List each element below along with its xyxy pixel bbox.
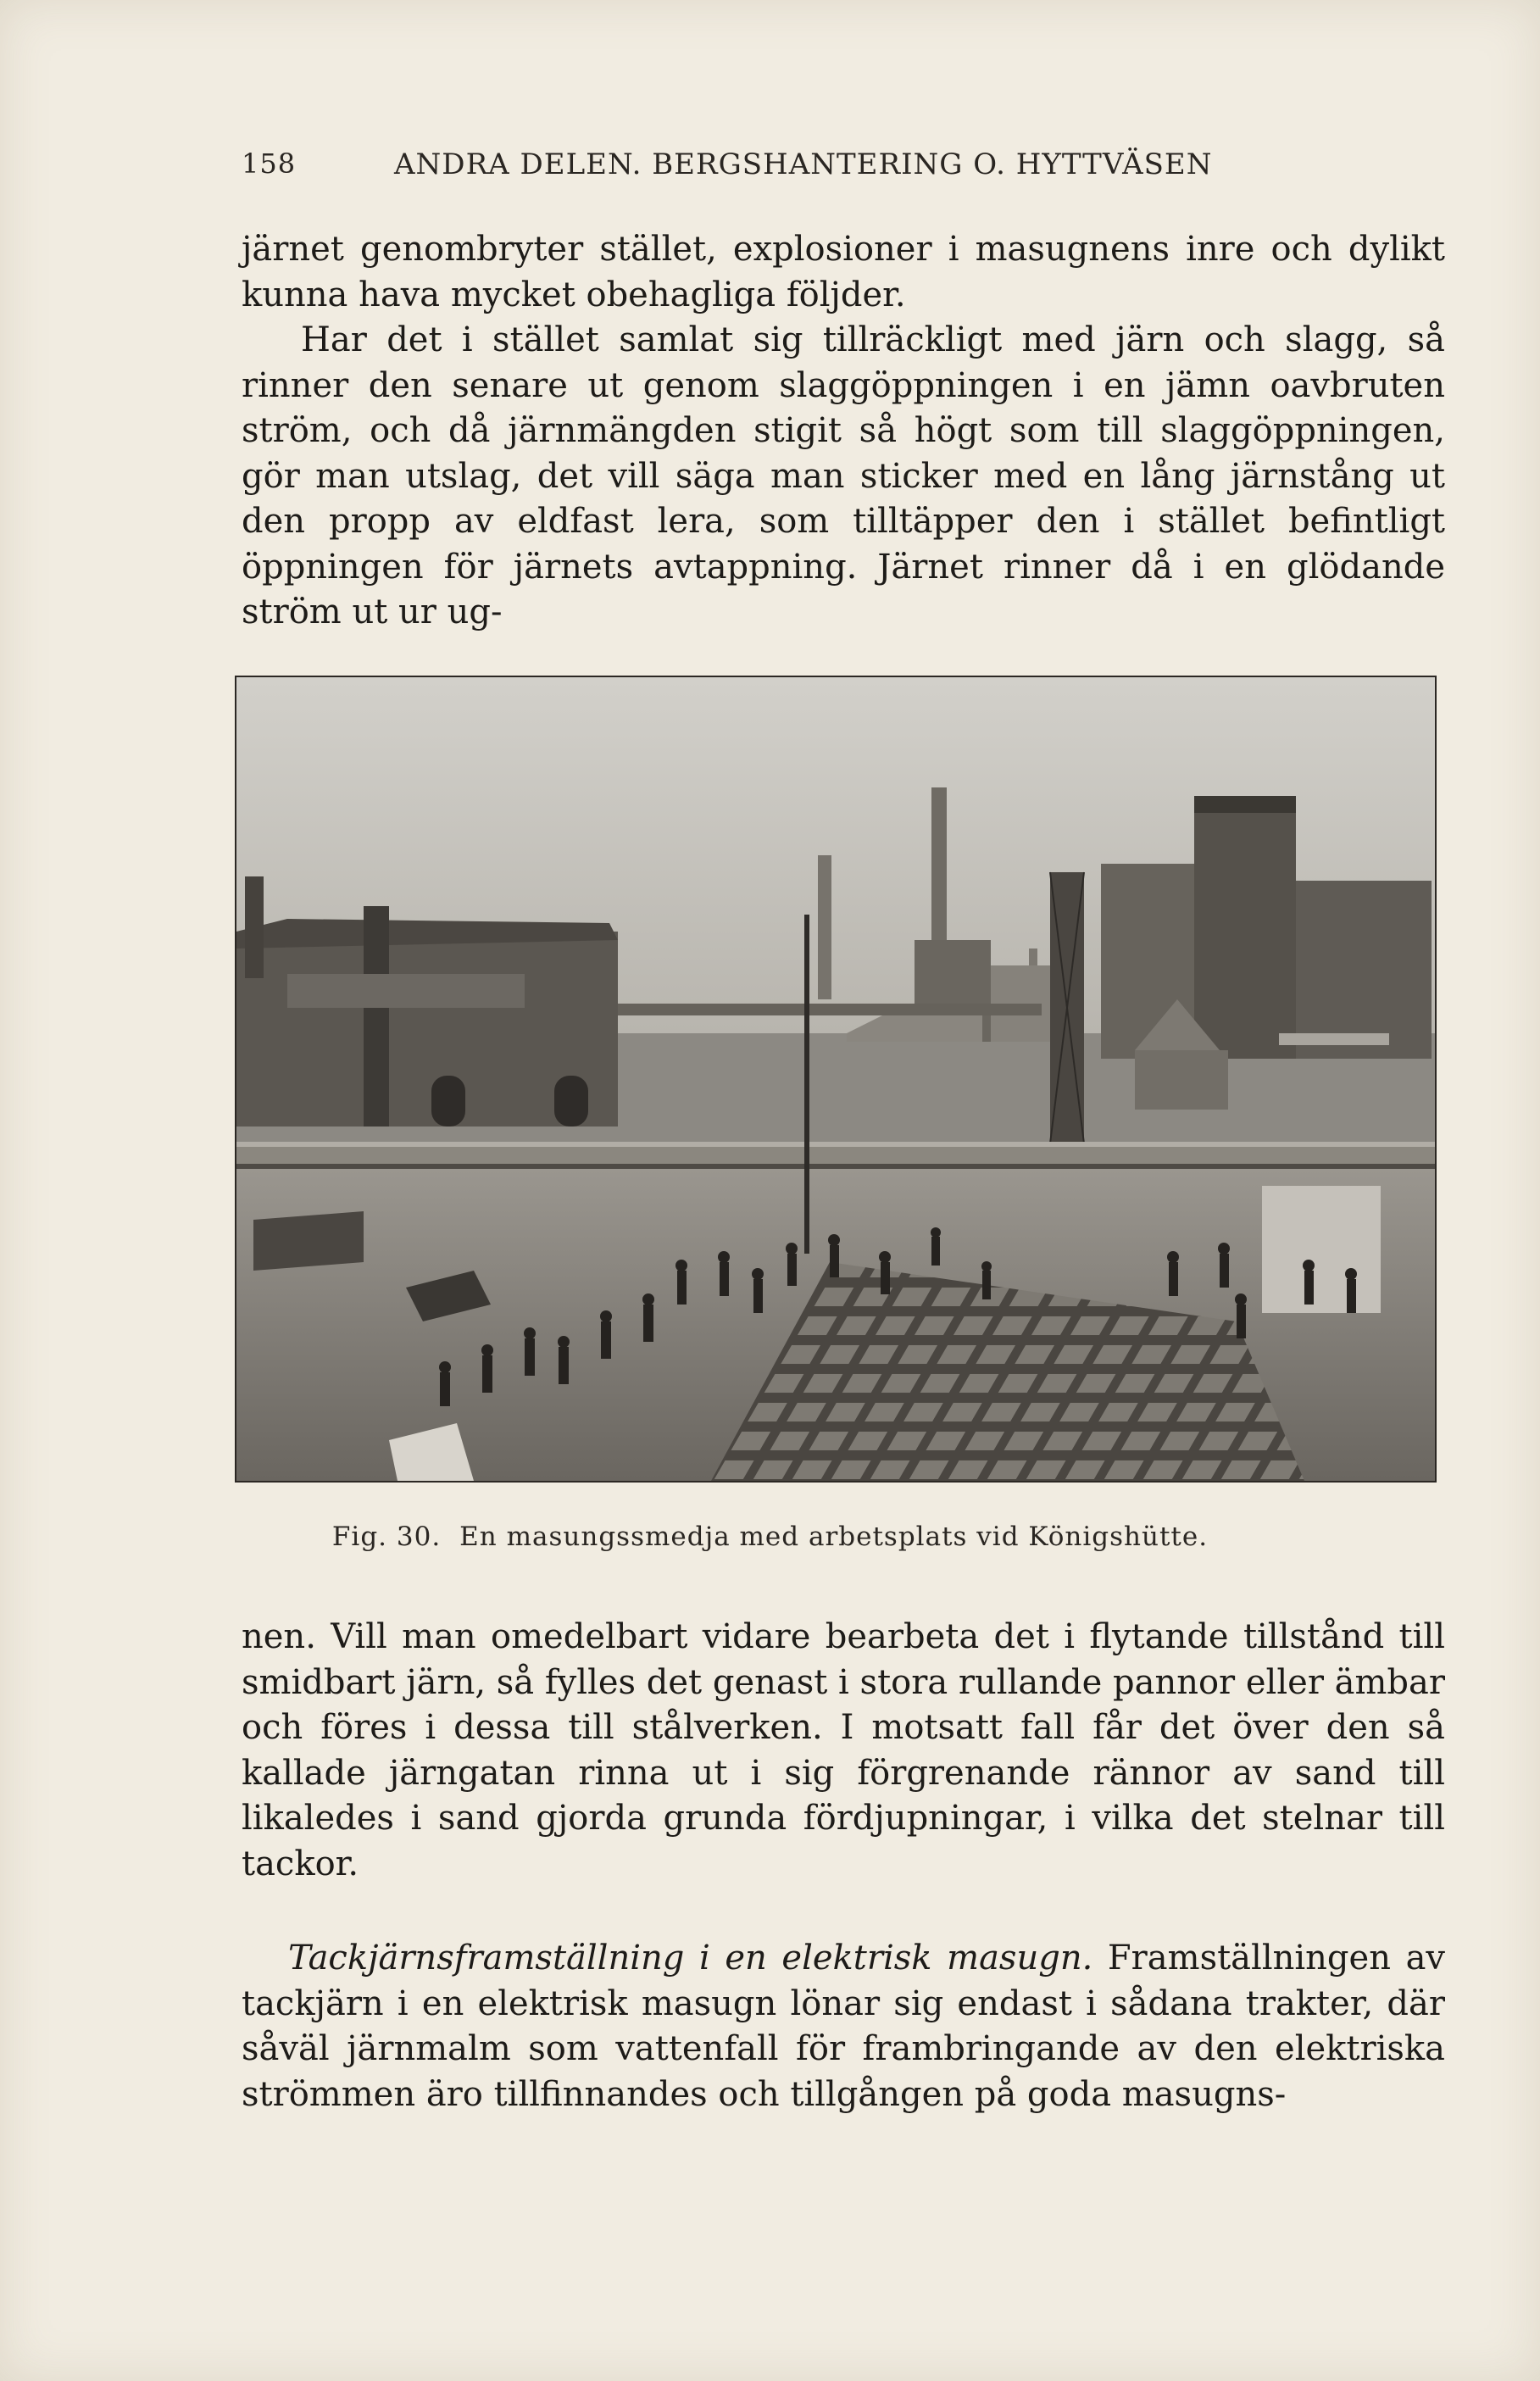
section-heading: Tackjärnsframställning i en elektrisk masugn.	[288, 1939, 1093, 1978]
page-number: 158	[242, 147, 297, 180]
factory-arch-2	[431, 1076, 465, 1127]
chimney-left	[818, 855, 831, 999]
figure-photograph	[235, 676, 1437, 1483]
figure-label: Fig. 30.	[331, 1522, 442, 1552]
running-title: ANDRA DELEN. BERGSHANTERING O. HYTTVÄSEN	[394, 147, 1213, 181]
ironworks-photo-illustration	[236, 677, 1435, 1481]
pole	[804, 915, 809, 1254]
section-text: Framställningen av tackjärn i en elektrisk masugn lönar sig endast i sådana trakter, där såväl järnmalm som vattenfall för frambringande av den elektriska strömmen äro tillfinnandes och tillgången på goda masugns-	[242, 1939, 1446, 2114]
elevated-pipe-upper	[618, 1004, 1042, 1015]
paragraph-3: nen. Vill man omedelbart vidare bearbeta det i flytande tillstånd till smidbart järn, så fylles det genast i stora rullande pannor eller ämbar och föres i dessa till stålverken. I motsatt fall får det över den så kallade järngatan rinna ut i sig förgrenande rännor av sand till likaledes i sand gjorda grunda fördjupningar, i vilka det stelnar till tackor.	[242, 1617, 1445, 1883]
shed-flat-roof	[1279, 1033, 1389, 1045]
figure-caption	[0, 1522, 1540, 1552]
paragraph-2: Har det i stället samlat sig tillräckligt med järn och slagg, så rinner den senare ut genom slaggöppningen i en jämn oavbruten ström, och då järnmängden stigit så högt som till slaggöppningen, gör man utslag, det vill säga man sticker med en lång järnstång ut den propp av eldfast lera, som tilltäpper den i stället befintligt öppningen för järnets avtappning. Järnet rinner då i en glödande ström ut ur ug-	[242, 320, 1445, 631]
section-paragraph	[242, 1936, 1445, 2117]
running-header	[242, 142, 1288, 186]
tower-crenellation	[1194, 796, 1296, 813]
paragraph-1: järnet genombryter stället, explosioner i masugnens inre och dylikt kunna hava mycket obehagliga följder.	[242, 230, 1445, 314]
debris-pile	[253, 1211, 364, 1271]
stepped-building	[1135, 1050, 1228, 1110]
factory-roof-lower	[287, 974, 525, 1008]
furnace-right	[1296, 881, 1432, 1059]
figure-caption-text: En masungssmedja med arbetsplats vid Königshütte.	[459, 1522, 1209, 1552]
bright-building	[1262, 1186, 1381, 1313]
furnace-tower	[1194, 804, 1296, 1059]
chimney-factory	[364, 906, 389, 1127]
chimney-far-left	[245, 876, 264, 978]
factory-arch	[554, 1076, 588, 1127]
